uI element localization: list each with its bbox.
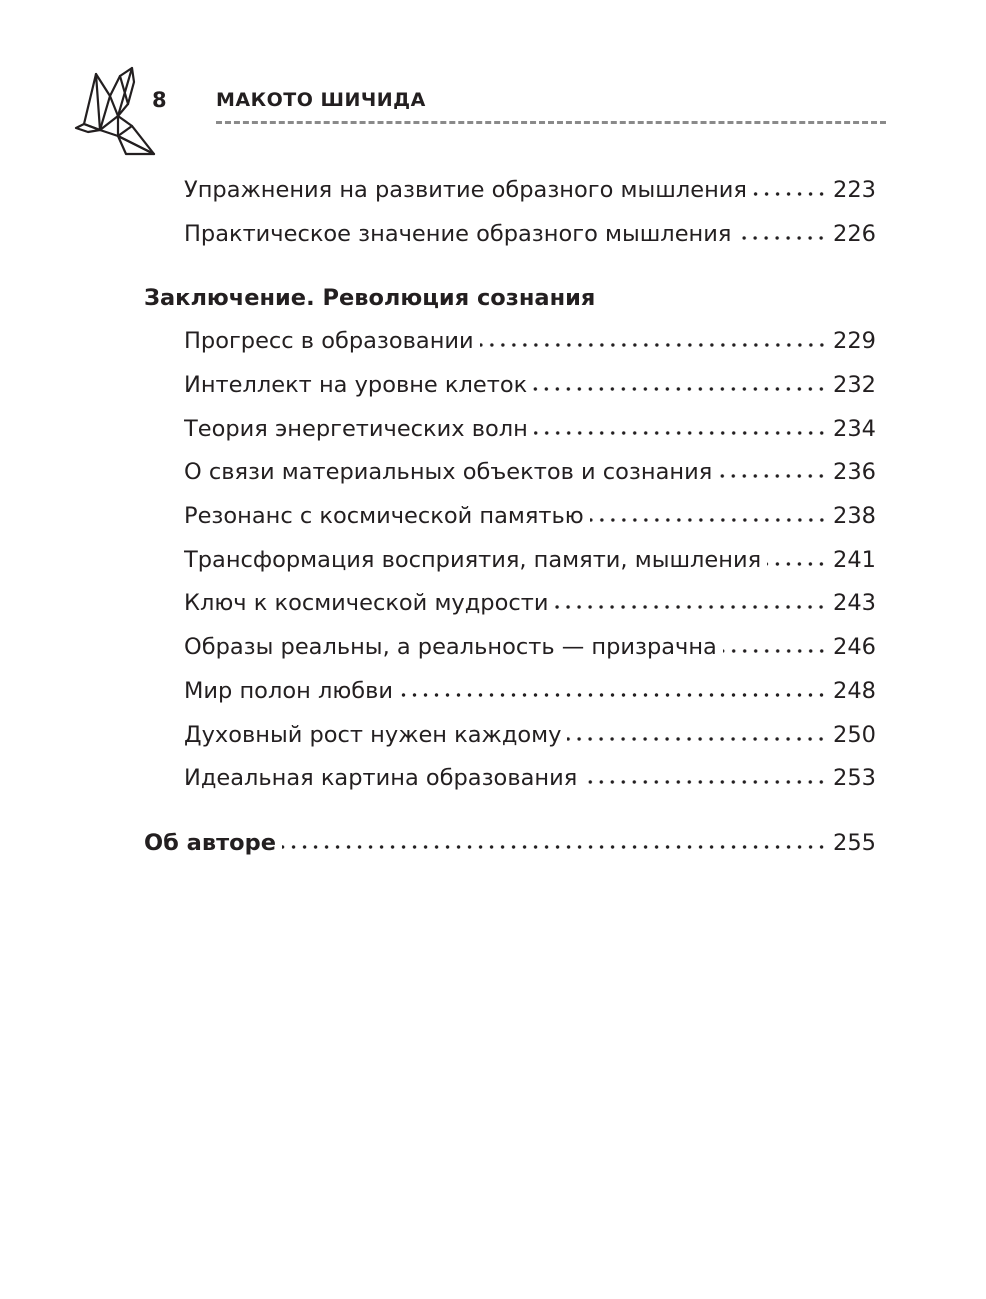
dot-leader — [767, 561, 827, 567]
dot-leader — [554, 604, 827, 610]
dot-leader — [583, 779, 827, 785]
toc-entry[interactable] — [184, 717, 876, 753]
toc-entry-title: Интеллект на уровне клеток — [184, 372, 528, 398]
toc-entry-title: Об авторе — [144, 830, 276, 856]
dot-leader — [737, 235, 827, 241]
dot-leader — [399, 692, 827, 698]
toc-entry-page: 241 — [833, 547, 876, 573]
toc-entry-title: Духовный рост нужен каждому — [184, 722, 562, 748]
toc-entry-page: 232 — [833, 372, 876, 398]
dot-leader — [723, 648, 827, 654]
toc-entry[interactable] — [184, 454, 876, 490]
toc-entry-page: 248 — [833, 678, 876, 704]
toc-entry[interactable] — [184, 172, 876, 208]
toc-entry-title: Практическое значение образного мышления — [184, 221, 732, 247]
toc-entry[interactable] — [184, 498, 876, 534]
dot-leader — [590, 517, 827, 523]
toc-entry-page: 246 — [833, 634, 876, 660]
toc-entry-page: 253 — [833, 765, 876, 791]
dot-leader — [533, 386, 827, 392]
toc-entry[interactable] — [184, 542, 876, 578]
toc-entry[interactable] — [184, 367, 876, 403]
dot-leader — [567, 736, 827, 742]
toc-entry-title: Идеальная картина образования — [184, 765, 578, 791]
toc-entry[interactable] — [184, 760, 876, 796]
toc-entry[interactable] — [184, 216, 876, 252]
toc-entry-page: 236 — [833, 459, 876, 485]
toc-entry[interactable] — [184, 323, 876, 359]
toc-entry-about-author[interactable] — [144, 825, 876, 861]
toc-entry-title: Резонанс с космической памятью — [184, 503, 584, 529]
toc-entry-page: 226 — [833, 221, 876, 247]
toc-entry-page: 250 — [833, 722, 876, 748]
dot-leader — [480, 342, 827, 348]
toc-entry-page: 243 — [833, 590, 876, 616]
toc-entry-page: 255 — [833, 830, 876, 856]
dot-leader — [534, 430, 827, 436]
toc-entry-page: 234 — [833, 416, 876, 442]
running-title: МАКОТО ШИЧИДА — [216, 89, 426, 111]
toc-entry-page: 223 — [833, 177, 876, 203]
toc-entry-title: Теория энергетических волн — [184, 416, 528, 442]
toc-entry-title: Образы реальны, а реальность — призрачна — [184, 634, 717, 660]
dot-leader — [753, 191, 827, 197]
toc-entry-title: Упражнения на развитие образного мышления — [184, 177, 747, 203]
toc-entry-title: О связи материальных объектов и сознания — [184, 459, 713, 485]
toc-entry-title: Прогресс в образовании — [184, 328, 474, 354]
toc-entry-title: Трансформация восприятия, памяти, мышления — [184, 547, 762, 573]
toc-entry-page: 238 — [833, 503, 876, 529]
toc-entry-title: Ключ к космической мудрости — [184, 590, 549, 616]
toc-entry-page: 229 — [833, 328, 876, 354]
dot-leader — [718, 473, 827, 479]
toc-entry[interactable] — [184, 585, 876, 621]
toc-entry[interactable] — [184, 411, 876, 447]
toc-section-heading[interactable]: Заключение. Революция сознания — [144, 285, 596, 311]
toc-entry[interactable] — [184, 673, 876, 709]
dot-leader — [282, 844, 827, 850]
page-number: 8 — [152, 88, 167, 112]
toc-entry-title: Мир полон любви — [184, 678, 394, 704]
toc-entry[interactable] — [184, 629, 876, 665]
